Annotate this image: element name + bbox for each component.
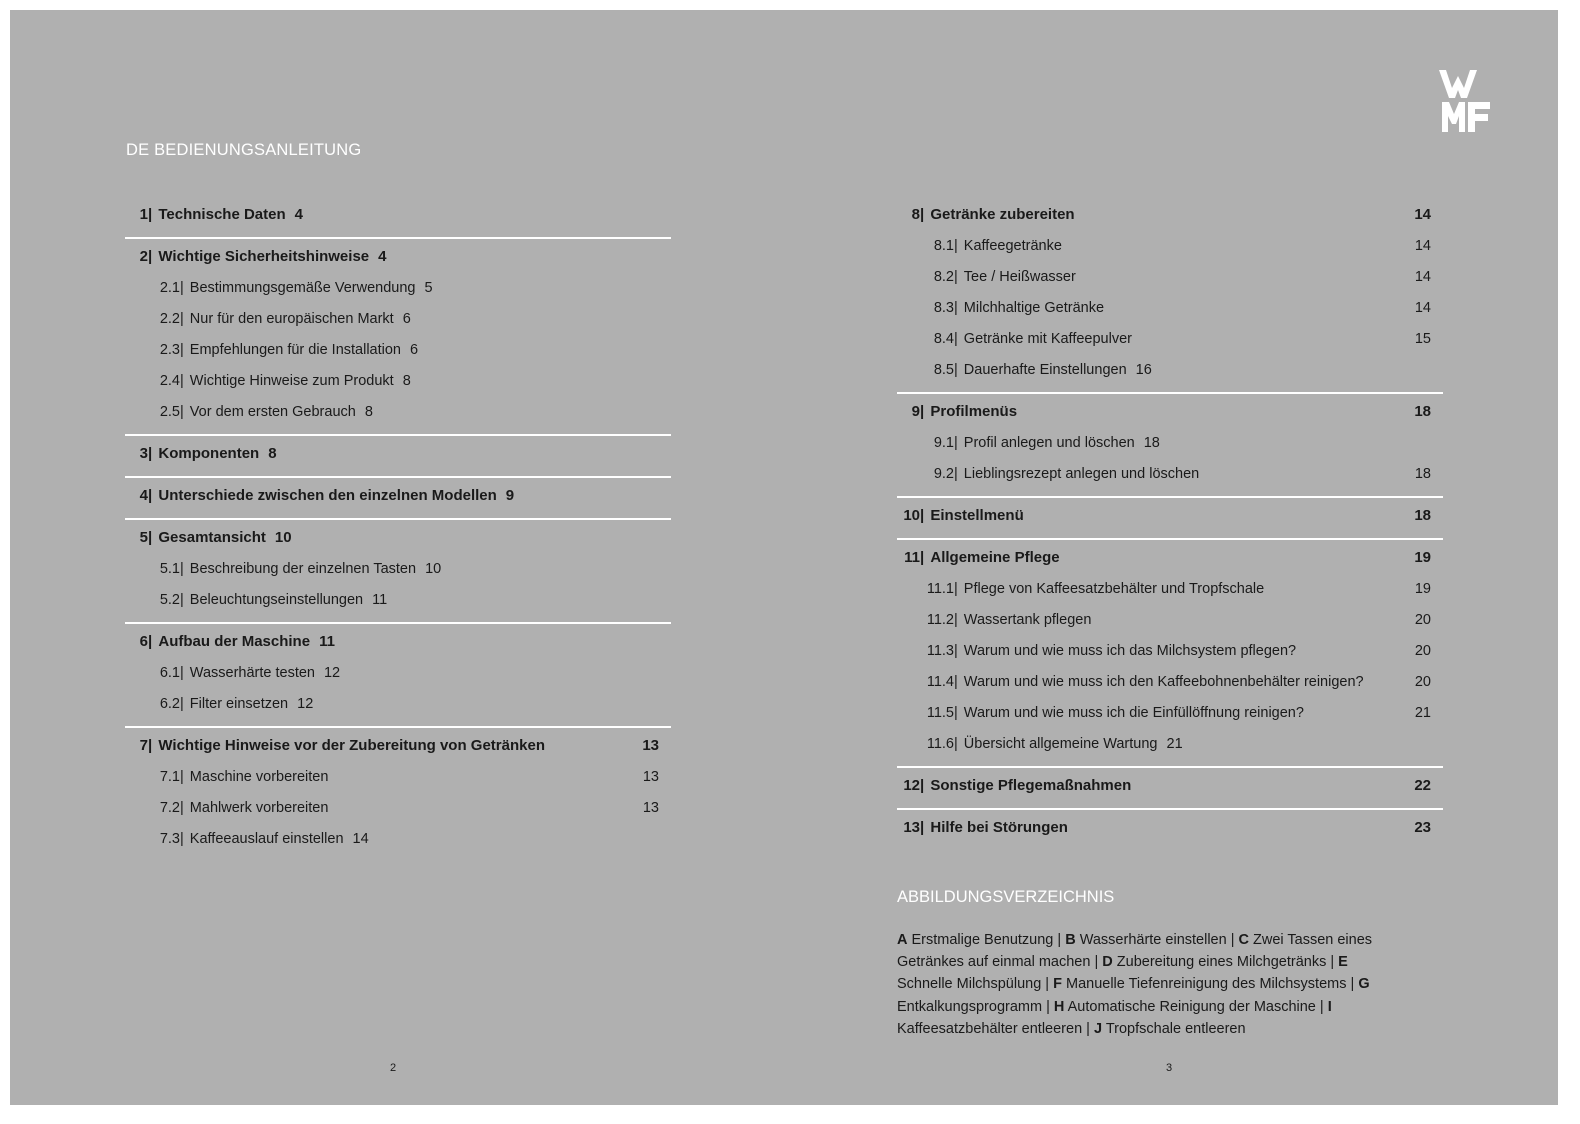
toc-number: 2.1 [159, 280, 180, 296]
toc-label: Wichtige Hinweise vor der Zubereitung von Getränken [158, 737, 545, 754]
toc-separator: | [920, 777, 929, 794]
toc-number: 3 [139, 445, 148, 462]
toc-label: Gesamtansicht [158, 529, 266, 546]
toc-label: Empfehlungen für die Installation [189, 342, 401, 358]
figure-letter: F [1053, 976, 1062, 993]
toc-label: Lieblingsrezept anlegen und löschen [963, 466, 1200, 482]
toc-subchapter [897, 293, 1443, 324]
toc-label: Allgemeine Pflege [930, 549, 1060, 566]
toc-page: 14 [1414, 206, 1431, 223]
figure-letter: B [1065, 932, 1076, 948]
toc-number: 8.2 [933, 269, 954, 285]
figure-label: Wasserhärte einstellen [1079, 932, 1227, 948]
toc-label: Beleuchtungseinstellungen [189, 592, 364, 608]
toc-page: 15 [1414, 331, 1431, 347]
toc-number: 8.5 [933, 362, 954, 378]
toc-number: 11.4 [926, 674, 954, 690]
toc-page: 23 [1414, 819, 1431, 836]
toc-subchapter [125, 366, 671, 397]
figure-entry [1102, 954, 1326, 970]
toc-label: Milchhaltige Getränke [963, 300, 1105, 316]
toc-separator: | [180, 800, 188, 816]
toc-subchapter [897, 428, 1443, 459]
toc-label: Profilmenüs [930, 403, 1018, 420]
toc-separator: | [954, 269, 962, 285]
toc-separator: | [954, 612, 962, 628]
toc-page: 8 [268, 445, 277, 462]
toc-section [125, 624, 671, 728]
toc-page: 20 [1414, 612, 1431, 628]
toc-subchapter [897, 605, 1443, 636]
toc-label: Kaffeeauslauf einstellen [189, 831, 344, 847]
toc-chapter [125, 438, 671, 470]
toc-page: 12 [323, 665, 341, 681]
toc-separator: | [180, 311, 188, 327]
toc-page: 11 [372, 592, 388, 608]
toc-page: 18 [1143, 435, 1160, 451]
figure-entry [1065, 932, 1226, 948]
toc-subchapter [125, 793, 671, 824]
toc-page: 19 [1414, 549, 1431, 566]
toc-separator: | [954, 581, 962, 597]
toc-section [897, 197, 1443, 394]
toc-section [125, 197, 671, 239]
toc-label: Bestimmungsgemäße Verwendung [189, 280, 416, 296]
toc-label: Warum und wie muss ich den Kaffeebohnenbehälter reinigen? [963, 674, 1364, 690]
toc-separator: | [920, 819, 929, 836]
toc-page: 4 [294, 206, 303, 223]
toc-section [125, 520, 671, 624]
figure-label: Automatische Reinigung der Maschine [1067, 998, 1316, 1015]
toc-chapter [125, 522, 671, 554]
toc-separator: | [148, 487, 157, 504]
toc-subchapter [125, 689, 671, 720]
toc-subchapter [897, 729, 1443, 760]
toc-page: 5 [424, 280, 433, 296]
toc-chapter [897, 396, 1443, 428]
toc-page: 6 [402, 311, 411, 327]
toc-page: 14 [1414, 300, 1431, 316]
toc-page: 20 [1414, 674, 1431, 690]
toc-page: 13 [642, 769, 659, 785]
toc-number: 7.1 [159, 769, 180, 785]
figure-label: Tropfschale entleeren [1105, 1020, 1246, 1037]
toc-page: 11 [319, 633, 335, 650]
toc-separator: | [180, 831, 188, 847]
toc-subchapter [897, 231, 1443, 262]
figure-letter: J [1093, 1020, 1103, 1037]
toc-subchapter [125, 585, 671, 616]
figure-letter: I [1327, 998, 1332, 1015]
toc-separator: | [148, 633, 157, 650]
toc-chapter [125, 199, 671, 231]
toc-section [897, 394, 1443, 498]
toc-section [125, 436, 671, 478]
toc-separator: | [954, 362, 962, 378]
toc-number: 11.5 [926, 705, 954, 721]
toc-number: 7 [139, 737, 148, 754]
toc-separator: | [180, 696, 188, 712]
toc-chapter [897, 542, 1443, 574]
toc-subchapter [125, 335, 671, 366]
toc-section [897, 540, 1443, 768]
toc-separator: | [954, 736, 962, 752]
toc-number: 8.3 [933, 300, 954, 316]
toc-page: 10 [425, 561, 442, 577]
toc-section [125, 728, 671, 861]
toc-label: Beschreibung der einzelnen Tasten [189, 561, 417, 577]
toc-subchapter [125, 762, 671, 793]
toc-label: Hilfe bei Störungen [930, 819, 1068, 836]
toc-separator: | [180, 342, 188, 358]
figure-label: Schnelle Milchspülung [897, 976, 1042, 993]
toc-subchapter [897, 574, 1443, 605]
toc-number: 4 [139, 487, 148, 504]
toc-page: 19 [1414, 581, 1431, 597]
toc-number: 9.2 [933, 466, 954, 482]
toc-number: 8 [911, 206, 920, 223]
toc-subchapter [125, 304, 671, 335]
toc-separator: | [180, 373, 188, 389]
toc-label: Warum und wie muss ich die Einfüllöffnung reinigen? [963, 705, 1304, 721]
toc-separator: | [180, 665, 188, 681]
toc-number: 10 [903, 507, 920, 524]
toc-chapter [125, 626, 671, 658]
toc-page: 6 [410, 342, 419, 358]
toc-separator: | [954, 300, 962, 316]
toc-page: 9 [505, 487, 515, 504]
table-of-contents-right [897, 197, 1443, 850]
toc-page: 4 [378, 248, 387, 265]
figure-letter: C [1238, 932, 1249, 948]
toc-label: Wasserhärte testen [189, 665, 315, 681]
toc-label: Unterschiede zwischen den einzelnen Modellen [158, 487, 497, 504]
toc-label: Kaffeegetränke [963, 238, 1062, 254]
toc-chapter [897, 770, 1443, 802]
toc-number: 7.2 [159, 800, 180, 816]
toc-chapter [897, 812, 1443, 844]
toc-subchapter [897, 262, 1443, 293]
figure-letter: A [897, 932, 908, 948]
figure-letter: D [1102, 954, 1113, 971]
figure-label: Kaffeesatzbehälter entleeren [897, 1020, 1083, 1037]
toc-label: Dauerhafte Einstellungen [963, 362, 1127, 378]
figure-letter: E [1338, 954, 1348, 971]
toc-page: 22 [1414, 777, 1431, 794]
toc-label: Getränke zubereiten [930, 206, 1075, 223]
toc-separator: | [148, 206, 157, 223]
table-of-contents-left [125, 197, 671, 861]
toc-label: Profil anlegen und löschen [963, 435, 1135, 451]
toc-number: 2.3 [159, 342, 180, 358]
toc-chapter [125, 480, 671, 512]
toc-subchapter [897, 698, 1443, 729]
toc-label: Getränke mit Kaffeepulver [963, 331, 1132, 347]
toc-label: Mahlwerk vorbereiten [189, 800, 329, 816]
toc-number: 11.2 [926, 612, 954, 628]
toc-separator: | [148, 445, 157, 462]
toc-label: Filter einsetzen [189, 696, 289, 712]
toc-separator: | [180, 404, 188, 420]
toc-label: Maschine vorbereiten [189, 769, 329, 785]
toc-page: 10 [274, 529, 292, 546]
toc-separator: | [954, 435, 962, 451]
toc-label: Wichtige Hinweise zum Produkt [189, 373, 394, 389]
toc-label: Wassertank pflegen [963, 612, 1092, 628]
toc-page: 12 [297, 696, 314, 712]
toc-separator: | [920, 507, 929, 524]
page-number-right: 3 [1166, 1062, 1173, 1074]
toc-section [897, 810, 1443, 850]
toc-page: 18 [1414, 403, 1431, 420]
toc-page: 16 [1135, 362, 1152, 378]
toc-number: 6.1 [159, 665, 180, 681]
toc-subchapter [897, 459, 1443, 490]
toc-separator: | [180, 592, 188, 608]
toc-page: 13 [642, 737, 659, 754]
toc-number: 8.4 [933, 331, 954, 347]
toc-separator: | [920, 549, 929, 566]
document-title: DE BEDIENUNGSANLEITUNG [126, 141, 362, 159]
toc-page: 8 [364, 404, 373, 420]
toc-number: 2 [139, 248, 148, 265]
toc-number: 6 [139, 633, 148, 650]
toc-label: Übersicht allgemeine Wartung [963, 736, 1158, 752]
toc-subchapter [125, 273, 671, 304]
figure-entry [1094, 1021, 1246, 1037]
toc-number: 11.3 [926, 643, 954, 659]
figure-entry [897, 932, 1053, 948]
figure-label: Entkalkungsprogramm [897, 998, 1043, 1015]
toc-page: 8 [402, 373, 411, 389]
toc-subchapter [897, 355, 1443, 386]
toc-subchapter [125, 824, 671, 855]
toc-separator: | [180, 561, 188, 577]
toc-number: 9.1 [933, 435, 954, 451]
toc-label: Nur für den europäischen Markt [189, 311, 394, 327]
toc-separator: | [920, 403, 929, 420]
toc-chapter [897, 199, 1443, 231]
toc-page: 14 [352, 831, 369, 847]
wmf-logo [1438, 68, 1494, 134]
toc-separator: | [954, 466, 962, 482]
toc-chapter [125, 730, 671, 762]
figures-heading: ABBILDUNGSVERZEICHNIS [897, 888, 1115, 906]
toc-label: Wichtige Sicherheitshinweise [158, 248, 370, 265]
toc-number: 1 [139, 206, 148, 223]
toc-number: 5 [139, 529, 148, 546]
toc-number: 11.1 [926, 581, 954, 597]
toc-page: 13 [642, 800, 659, 816]
figure-label: Erstmalige Benutzung [911, 932, 1054, 948]
figure-label: Manuelle Tiefenreinigung des Milchsystems [1066, 976, 1347, 993]
toc-number: 7.3 [159, 831, 180, 847]
toc-chapter [125, 241, 671, 273]
toc-label: Tee / Heißwasser [963, 269, 1076, 285]
toc-number: 9 [911, 403, 920, 420]
toc-separator: | [954, 705, 962, 721]
toc-number: 11 [904, 549, 920, 566]
toc-separator: | [148, 529, 157, 546]
toc-number: 2.4 [159, 373, 180, 389]
figure-letter: H [1053, 998, 1065, 1015]
toc-section [897, 768, 1443, 810]
toc-label: Einstellmenü [930, 507, 1024, 524]
toc-number: 11.6 [926, 736, 954, 752]
toc-number: 5.2 [159, 592, 180, 608]
toc-number: 6.2 [159, 696, 180, 712]
toc-subchapter [125, 554, 671, 585]
figure-entry [1053, 976, 1346, 992]
toc-subchapter [897, 636, 1443, 667]
toc-separator: | [148, 737, 157, 754]
figure-letter: G [1358, 976, 1370, 993]
toc-label: Komponenten [158, 445, 260, 462]
toc-number: 5.1 [159, 561, 180, 577]
toc-number: 12 [903, 777, 920, 794]
page-number-left: 2 [390, 1062, 397, 1074]
toc-label: Vor dem ersten Gebrauch [189, 404, 356, 420]
toc-page: 18 [1414, 466, 1431, 482]
toc-label: Warum und wie muss ich das Milchsystem pflegen? [963, 643, 1297, 659]
toc-subchapter [897, 324, 1443, 355]
toc-number: 13 [903, 819, 920, 836]
figure-label: Zwei Tassen eines Getränkes auf einmal machen [897, 932, 1373, 971]
toc-page: 14 [1414, 269, 1431, 285]
toc-page: 21 [1166, 736, 1183, 752]
toc-number: 2.5 [159, 404, 180, 420]
toc-separator: | [954, 331, 962, 347]
toc-number: 2.2 [159, 311, 180, 327]
toc-label: Aufbau der Maschine [158, 633, 311, 650]
toc-separator: | [148, 248, 157, 265]
toc-subchapter [897, 667, 1443, 698]
figure-entry [1054, 999, 1316, 1015]
toc-label: Sonstige Pflegemaßnahmen [930, 777, 1132, 794]
toc-page: 18 [1414, 507, 1431, 524]
toc-label: Pflege von Kaffeesatzbehälter und Tropfschale [963, 581, 1265, 597]
toc-separator: | [954, 643, 962, 659]
toc-subchapter [125, 397, 671, 428]
toc-section [125, 478, 671, 520]
toc-separator: | [180, 280, 188, 296]
toc-subchapter [125, 658, 671, 689]
toc-page: 14 [1414, 238, 1431, 254]
toc-chapter [897, 500, 1443, 532]
toc-page: 20 [1414, 643, 1431, 659]
toc-separator: | [954, 238, 962, 254]
figures-list: A Erstmalige Benutzung | B Wasserhärte einstellen | C Zwei Tassen eines Getränkes auf einmal machen | D Zubereitung eines Milchgetränks | E Schnelle Milchspülung | F Manuelle Tiefenreinigung des Milchsystems | G Entkalkungsprogramm | H Automatische Reinigung der Maschine | I Kaffeesatzbehälter entleeren | J Tropfschale entleeren [897, 932, 1373, 1037]
toc-section [125, 239, 671, 436]
toc-page: 21 [1414, 705, 1431, 721]
figure-label: Zubereitung eines Milchgetränks [1116, 954, 1327, 971]
toc-separator: | [920, 206, 929, 223]
toc-separator: | [180, 769, 188, 785]
toc-separator: | [954, 674, 962, 690]
toc-number: 8.1 [933, 238, 954, 254]
toc-label: Technische Daten [158, 206, 286, 223]
toc-section [897, 498, 1443, 540]
